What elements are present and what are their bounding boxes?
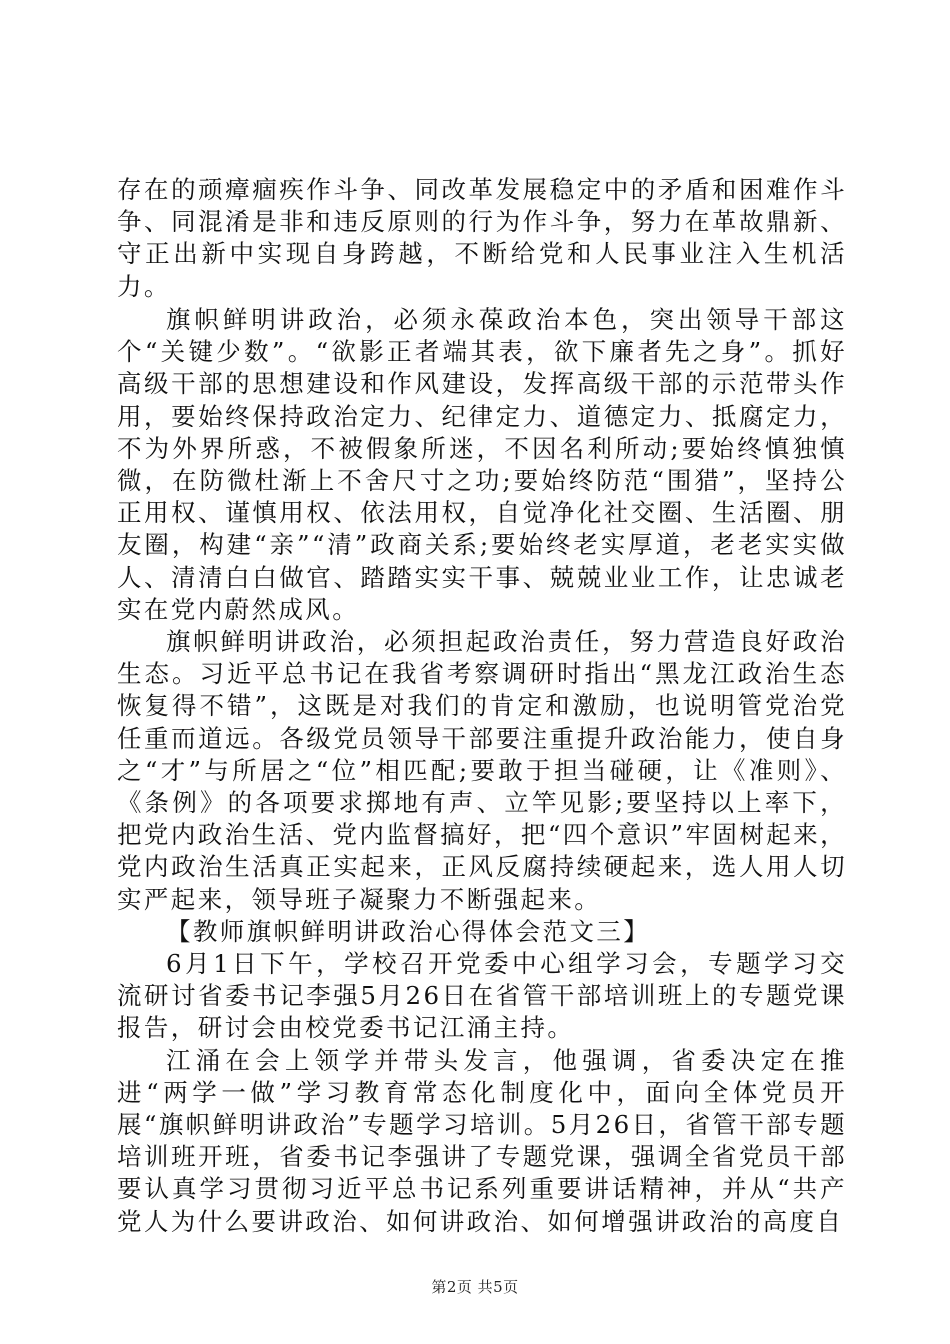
main-text-block (117, 304, 847, 1238)
page-number-footer: 第2页 共5页 (431, 1278, 519, 1296)
paragraph-political-responsibility: 旗帜鲜明讲政治，必须担起政治责任，努力营造良好政治生态。习近平总书记在我省考察调研时指出“黑龙江政治生态恢复得不错”，这既是对我们的肯定和激励，也说明管党治党任重而道远。各级党员领导干部要注重提升政治能力，使自身之“才”与所居之“位”相匹配;要敢于担当碰硬，让《准则》、《条例》的各项要求掷地有声、立竿见影;要坚持以上率下，把党内政治生活、党内监督搞好，把“四个意识”牢固树起来，党内政治生活真正实起来，正风反腐持续硬起来，选人用人切实严起来，领导班子凝聚力不断强起来。 (117, 627, 847, 914)
top-text-block (117, 174, 847, 303)
paragraph-meeting: 6月1日下午，学校召开党委中心组学习会，专题学习交流研讨省委书记李强5月26日在省管干部培训班上的专题党课报告，研讨会由校党委书记江涌主持。 (117, 949, 847, 1043)
paragraph-political-character: 旗帜鲜明讲政治，必须永葆政治本色，突出领导干部这个“关键少数”。“欲影正者端其表，欲下廉者先之身”。抓好高级干部的思想建设和作风建设，发挥高级干部的示范带头作用，要始终保持政治定力、纪律定力、道德定力、抵腐定力，不为外界所惑，不被假象所迷，不因名利所动;要始终慎独慎微，在防微杜渐上不舍尺寸之功;要始终防范“围猎”，坚持公正用权、谨慎用权、依法用权，自觉净化社交圈、生活圈、朋友圈，构建“亲”“清”政商关系;要始终老实厚道，老老实实做人、清清白白做官、踏踏实实干事、兢兢业业工作，让忠诚老实在党内蔚然成风。 (117, 305, 847, 624)
continued-paragraph: 存在的顽瘴痼疾作斗争、同改革发展稳定中的矛盾和困难作斗争、同混淆是非和违反原则的行为作斗争，努力在革故鼎新、守正出新中实现自身跨越，不断给党和人民事业注入生机活力。 (117, 175, 847, 301)
paragraph-jiangyong-speech: 江涌在会上领学并带头发言，他强调，省委决定在推进“两学一做”学习教育常态化制度化中，面向全体党员开展“旗帜鲜明讲政治”专题学习培训。5月26日，省管干部专题培训班开班，省委书记李强讲了专题党课，强调全省党员干部要认真学习贯彻习近平总书记系列重要讲话精神，并从“共产党人为什么要讲政治、如何讲政治、如何增强讲政治的高度自 (117, 1045, 847, 1236)
section-heading: 【教师旗帜鲜明讲政治心得体会范文三】 (166, 916, 651, 946)
